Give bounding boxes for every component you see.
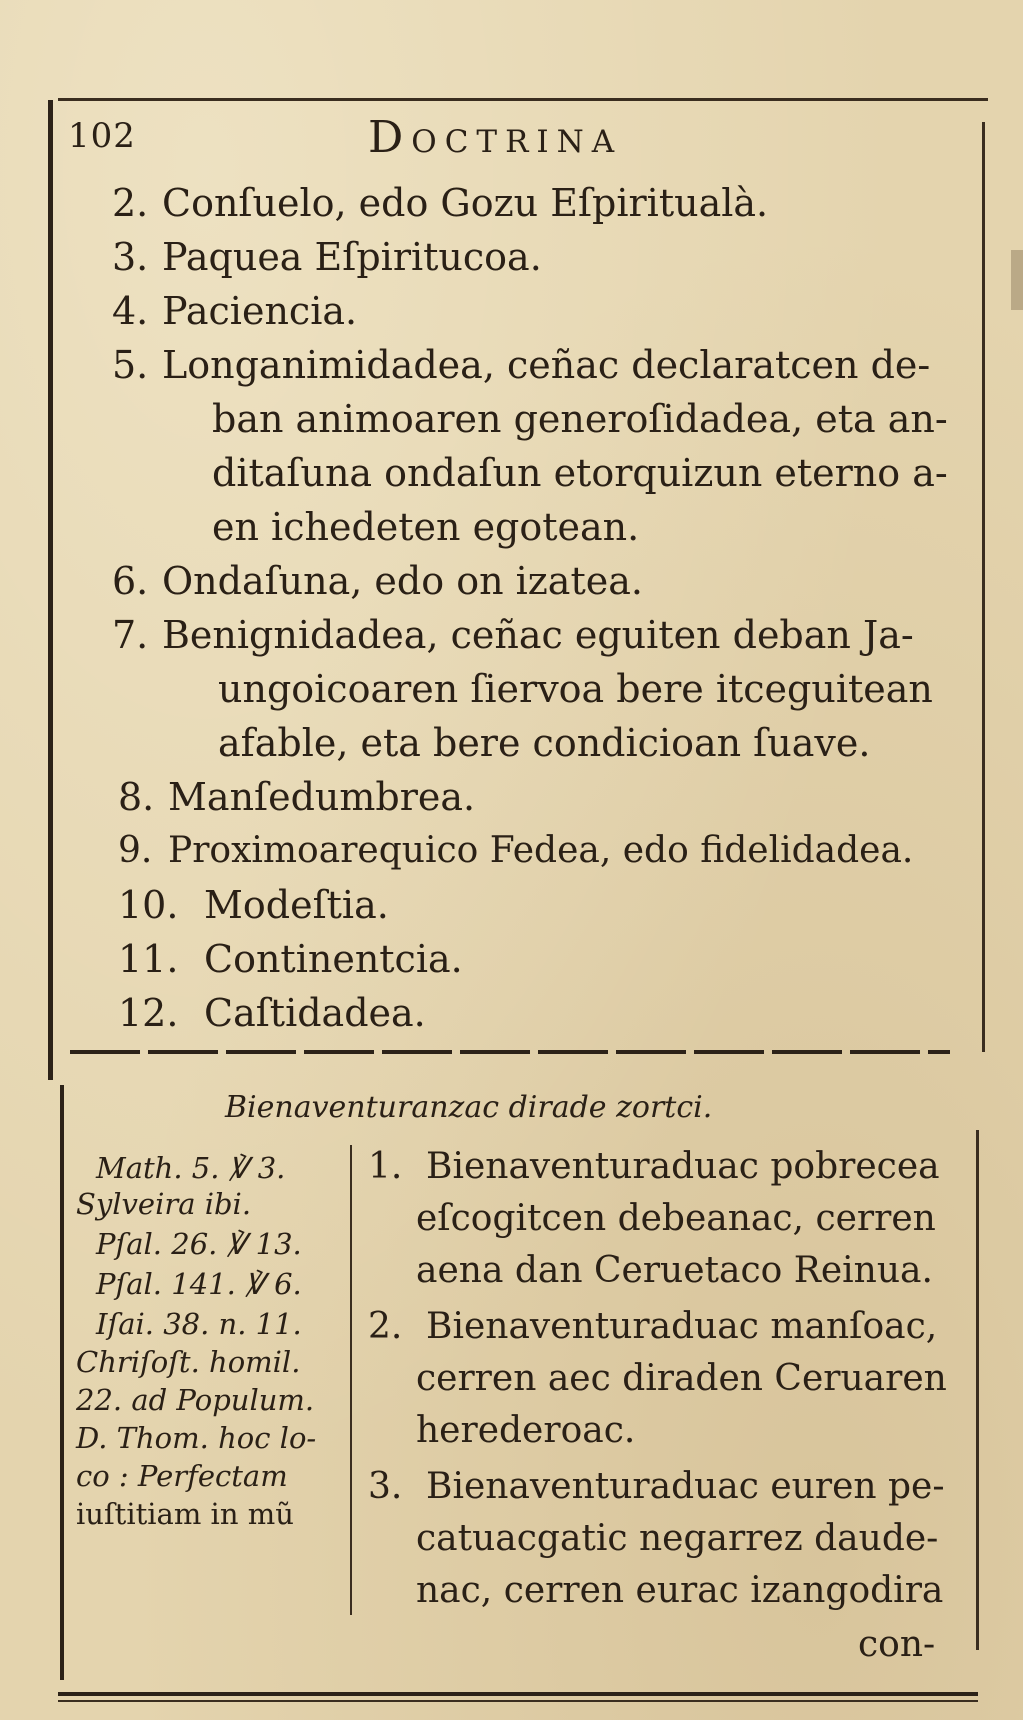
item-continuation: afable, eta bere condicioan ſuave. [218, 721, 871, 765]
running-title: Doctrina [368, 112, 623, 163]
item-continuation: nac, cerren eurac izangodira [416, 1570, 944, 1611]
item-continuation: ban animoaren generoſidadea, eta an- [212, 397, 948, 441]
left-border-lower [60, 1085, 64, 1680]
list-item [118, 986, 426, 1040]
item-text: Proximoarequico Fedea, edo fidelidadea. [168, 830, 914, 871]
item-text: Bienaventuraduac euren pe- [426, 1466, 945, 1507]
item-text: Paquea Eſpiritucoa. [162, 235, 542, 279]
margin-note: D. Thom. hoc lo- [76, 1421, 317, 1455]
left-border [48, 100, 53, 1080]
item-continuation: aena dan Ceruetaco Reinua. [416, 1250, 933, 1291]
item-continuation: en ichedeten egotean. [212, 505, 640, 549]
section-divider [70, 1050, 950, 1054]
list-item [368, 1300, 938, 1354]
list-item [112, 230, 542, 284]
right-border [982, 122, 985, 1052]
list-item [112, 176, 769, 230]
list-item [112, 338, 931, 392]
item-number: 3. [112, 235, 149, 279]
item-number: 12. [118, 991, 179, 1035]
item-continuation: catuacgatic negarrez daude- [416, 1518, 939, 1559]
item-text: Longanimidadea, ceñac declaratcen de- [162, 343, 931, 387]
item-number: 3. [368, 1466, 403, 1507]
item-text: Bienaventuraduac pobrecea [426, 1146, 940, 1187]
item-text: Continentcia. [204, 937, 463, 981]
list-item [118, 824, 914, 878]
list-item [112, 284, 358, 338]
item-text: Modeſtia. [204, 883, 389, 927]
right-border-lower [976, 1130, 979, 1650]
item-number: 8. [118, 775, 155, 819]
margin-note: iuſtitiam in mũ [76, 1497, 294, 1531]
margin-note: Iſai. 38. n. 11. [96, 1307, 302, 1341]
item-continuation: eſcogitcen debeanac, cerren [416, 1198, 936, 1239]
item-text: Conſuelo, edo Gozu Eſpiritualà. [162, 181, 769, 225]
margin-note: Sylveira ibi. [76, 1187, 252, 1221]
page-number: 102 [68, 116, 136, 156]
section-heading: Bienaventuranzac dirade zortci. [225, 1090, 713, 1125]
margin-note: Pſal. 26. ℣ 13. [96, 1227, 302, 1261]
item-continuation: ungoicoaren ſiervoa bere itceguitean [218, 667, 933, 711]
bottom-rule-thin [58, 1700, 978, 1702]
page-header [68, 112, 968, 172]
item-number: 9. [118, 830, 153, 871]
margin-note: Math. 5. ℣ 3. [96, 1151, 286, 1185]
item-continuation: herederoac. [416, 1410, 636, 1451]
margin-note: Chriſoſt. homil. [76, 1345, 301, 1379]
item-number: 4. [112, 289, 149, 333]
list-item [112, 554, 643, 608]
list-item [118, 878, 389, 932]
list-item [118, 932, 463, 986]
list-item [112, 608, 914, 662]
bottom-rule [58, 1692, 978, 1696]
item-number: 1. [368, 1146, 403, 1187]
item-text: Bienaventuraduac manſoac, [426, 1306, 938, 1347]
bleed-through-mark [1011, 250, 1023, 310]
item-continuation: cerren aec diraden Ceruaren [416, 1358, 947, 1399]
list-item [368, 1460, 945, 1514]
item-text: Benignidadea, ceñac eguiten deban Ja- [162, 613, 914, 657]
item-number: 2. [368, 1306, 403, 1347]
list-item [368, 1140, 940, 1194]
margin-note: co : Perfectam [76, 1459, 288, 1493]
list-item [118, 770, 476, 824]
item-text: Paciencia. [162, 289, 358, 333]
top-rule [58, 98, 988, 101]
catchword: con- [858, 1624, 936, 1665]
item-number: 10. [118, 883, 179, 927]
item-text: Manſedumbrea. [168, 775, 476, 819]
item-text: Caſtidadea. [204, 991, 426, 1035]
item-number: 2. [112, 181, 149, 225]
margin-note: 22. ad Populum. [76, 1383, 315, 1417]
item-number: 7. [112, 613, 149, 657]
margin-note: Pſal. 141. ℣ 6. [96, 1267, 302, 1301]
margin-column-rule [350, 1145, 352, 1615]
item-continuation: ditaſuna ondaſun etorquizun eterno a- [212, 451, 948, 495]
item-text: Ondaſuna, edo on izatea. [162, 559, 643, 603]
item-number: 5. [112, 343, 149, 387]
item-number: 11. [118, 937, 179, 981]
item-number: 6. [112, 559, 149, 603]
